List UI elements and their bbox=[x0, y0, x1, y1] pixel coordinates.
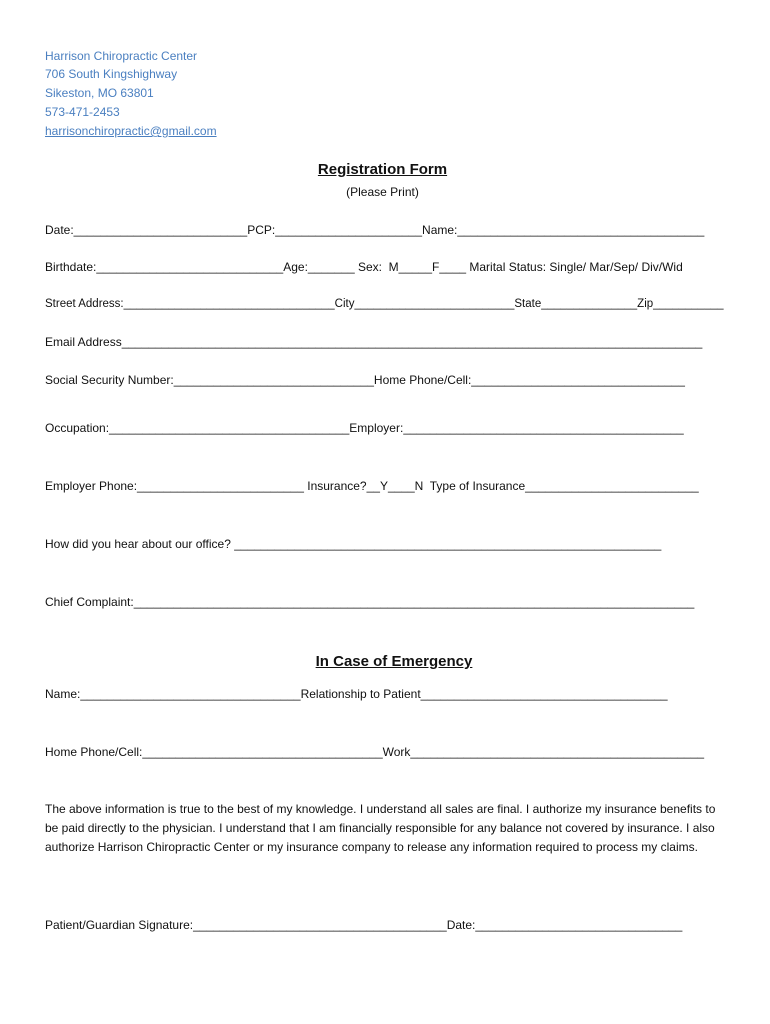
emergency-name-relationship-line[interactable]: Name:_________________________________Relationship to Patient_____________________________________ bbox=[45, 687, 668, 701]
occupation-employer-line[interactable]: Occupation:____________________________________Employer:__________________________________________ bbox=[45, 421, 684, 435]
form-subtitle: (Please Print) bbox=[346, 185, 419, 199]
practice-name: Harrison Chiropractic Center bbox=[45, 49, 198, 63]
form-title: Registration Form bbox=[317, 161, 448, 178]
authorization-statement: The above information is true to the best of my knowledge. I understand all sales are final. I authorize my insurance benefits to be paid directly to the physician. I understand that I am financially responsible for any balance not covered by insurance. I also authorize Harrison Chiropractic Center or my insurance company to release any information required to process my claims. bbox=[45, 802, 716, 854]
emergency-phone-work-line[interactable]: Home Phone/Cell:____________________________________Work____________________________________________ bbox=[45, 745, 705, 759]
signature-date-line[interactable]: Patient/Guardian Signature:______________________________________Date:_______________________________ bbox=[45, 918, 683, 932]
date-pcp-name-line[interactable]: Date:__________________________PCP:______________________Name:_____________________________________ bbox=[45, 223, 705, 237]
ssn-home-phone-line[interactable]: Social Security Number:______________________________Home Phone/Cell:________________________________ bbox=[45, 373, 685, 387]
email-address-line[interactable]: Email Address_______________________________________________________________________________________ bbox=[45, 335, 703, 349]
birthdate-age-sex-marital-line[interactable]: Birthdate:____________________________Age:_______ Sex: M_____F____ Marital Status: Single/ Mar/Sep/ Div/Wid bbox=[45, 260, 683, 274]
practice-email-link[interactable]: harrisonchiropractic@gmail.com bbox=[45, 124, 217, 138]
practice-city: Sikeston, MO 63801 bbox=[45, 86, 154, 100]
chief-complaint-line[interactable]: Chief Complaint:____________________________________________________________________________________ bbox=[45, 595, 695, 609]
referral-source-line[interactable]: How did you hear about our office? ________________________________________________________________ bbox=[45, 537, 662, 551]
emergency-title: In Case of Emergency bbox=[315, 653, 473, 670]
practice-phone: 573-471-2453 bbox=[45, 105, 120, 119]
street-address-line[interactable]: Street Address:_________________________________City_________________________State_______________Zip___________ bbox=[45, 298, 724, 310]
employer-phone-insurance-line[interactable]: Employer Phone:_________________________ Insurance?__Y____N Type of Insurance__________________________ bbox=[45, 479, 699, 493]
practice-street: 706 South Kingshighway bbox=[45, 67, 178, 81]
